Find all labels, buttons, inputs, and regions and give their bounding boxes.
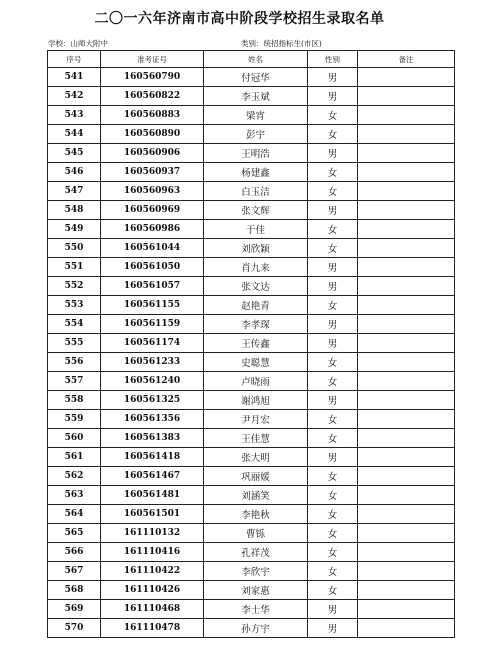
table-row [48,296,455,315]
row-note [358,581,455,600]
row-name: 李欣宇 [204,562,308,581]
row-name: 付冠华 [204,68,308,87]
row-note [358,448,455,467]
table-row [48,144,455,163]
row-name: 张大明 [204,448,308,467]
row-exam-id: 161110426 [101,581,204,600]
row-index: 554 [48,315,101,334]
table-row [48,619,455,638]
row-exam-id: 161110132 [101,524,204,543]
row-index: 546 [48,163,101,182]
row-name: 孔祥茂 [204,543,308,562]
row-exam-id: 160561481 [101,486,204,505]
column-header-exam-id: 准考证号 [101,51,204,68]
row-name: 杨建鑫 [204,163,308,182]
row-index: 549 [48,220,101,239]
row-gender: 女 [308,543,358,562]
row-exam-id: 160560822 [101,87,204,106]
row-gender: 女 [308,505,358,524]
row-index: 565 [48,524,101,543]
row-note [358,334,455,353]
table-row [48,201,455,220]
row-note [358,372,455,391]
row-note [358,391,455,410]
table-row [48,87,455,106]
row-name: 李孝琛 [204,315,308,334]
row-index: 567 [48,562,101,581]
row-name: 王明浩 [204,144,308,163]
row-index: 542 [48,87,101,106]
row-index: 550 [48,239,101,258]
row-index: 552 [48,277,101,296]
row-gender: 女 [308,429,358,448]
row-exam-id: 160561240 [101,372,204,391]
row-name: 肖九来 [204,258,308,277]
row-index: 545 [48,144,101,163]
table-row [48,353,455,372]
row-exam-id: 160561467 [101,467,204,486]
row-gender: 男 [308,201,358,220]
row-gender: 女 [308,467,358,486]
row-index: 563 [48,486,101,505]
table-row [48,239,455,258]
column-header-index: 序号 [48,51,101,68]
school-label: 学校：山师大附中 [48,39,108,48]
row-gender: 女 [308,239,358,258]
column-header-gender: 性别 [308,51,358,68]
row-note [358,277,455,296]
row-note [358,505,455,524]
row-gender: 女 [308,581,358,600]
admission-table [47,50,455,638]
table-row [48,163,455,182]
row-note [358,125,455,144]
row-gender: 女 [308,524,358,543]
table-row [48,600,455,619]
page-title: 二〇一六年济南市高中阶段学校招生录取名单 [94,11,385,27]
table-row [48,258,455,277]
row-exam-id: 160560906 [101,144,204,163]
meta-line [48,38,448,49]
row-exam-id: 160561155 [101,296,204,315]
row-index: 551 [48,258,101,277]
row-gender: 女 [308,182,358,201]
row-name: 孙方宇 [204,619,308,638]
row-index: 556 [48,353,101,372]
row-name: 曹铄 [204,524,308,543]
row-exam-id: 160561383 [101,429,204,448]
row-note [358,315,455,334]
row-index: 555 [48,334,101,353]
row-gender: 男 [308,600,358,619]
row-gender: 男 [308,391,358,410]
row-index: 544 [48,125,101,144]
row-index: 557 [48,372,101,391]
row-index: 558 [48,391,101,410]
row-exam-id: 160560937 [101,163,204,182]
row-name: 李艳秋 [204,505,308,524]
row-exam-id: 160560969 [101,201,204,220]
row-gender: 男 [308,144,358,163]
table-row [48,486,455,505]
row-note [358,68,455,87]
row-gender: 女 [308,486,358,505]
row-gender: 女 [308,562,358,581]
row-name: 王传鑫 [204,334,308,353]
row-name: 巩丽媛 [204,467,308,486]
table-row [48,505,455,524]
row-index: 566 [48,543,101,562]
row-gender: 女 [308,125,358,144]
table-body [48,68,455,638]
row-note [358,239,455,258]
row-note [358,467,455,486]
table-row [48,429,455,448]
row-index: 562 [48,467,101,486]
row-name: 张文达 [204,277,308,296]
row-exam-id: 161110416 [101,543,204,562]
row-name: 谢鸿旭 [204,391,308,410]
table-row [48,106,455,125]
row-gender: 女 [308,372,358,391]
row-gender: 男 [308,277,358,296]
table-row [48,277,455,296]
row-gender: 女 [308,220,358,239]
row-note [358,201,455,220]
row-name: 梁宵 [204,106,308,125]
row-gender: 女 [308,353,358,372]
category-label: 类别：统招指标生(市区) [241,39,322,48]
row-index: 547 [48,182,101,201]
row-exam-id: 161110422 [101,562,204,581]
row-gender: 男 [308,315,358,334]
row-name: 李士华 [204,600,308,619]
row-name: 刘欣颖 [204,239,308,258]
row-index: 553 [48,296,101,315]
table-row [48,125,455,144]
column-header-name: 姓名 [204,51,308,68]
row-exam-id: 160560890 [101,125,204,144]
table-row [48,467,455,486]
row-note [358,87,455,106]
row-note [358,353,455,372]
row-name: 张文辉 [204,201,308,220]
table-row [48,448,455,467]
row-note [358,619,455,638]
table-row [48,391,455,410]
row-note [358,486,455,505]
row-note [358,144,455,163]
row-note [358,600,455,619]
row-exam-id: 160560963 [101,182,204,201]
row-gender: 男 [308,87,358,106]
row-note [358,410,455,429]
row-index: 559 [48,410,101,429]
row-exam-id: 160561501 [101,505,204,524]
row-note [358,543,455,562]
row-gender: 男 [308,258,358,277]
row-note [358,182,455,201]
table-row [48,543,455,562]
table-row [48,372,455,391]
row-exam-id: 160560986 [101,220,204,239]
row-gender: 女 [308,106,358,125]
row-name: 赵艳青 [204,296,308,315]
row-note [358,106,455,125]
row-gender: 女 [308,296,358,315]
row-note [358,163,455,182]
row-exam-id: 160561418 [101,448,204,467]
row-index: 560 [48,429,101,448]
table-row [48,581,455,600]
row-index: 568 [48,581,101,600]
row-gender: 男 [308,334,358,353]
table-row [48,182,455,201]
row-exam-id: 160561044 [101,239,204,258]
row-exam-id: 160561159 [101,315,204,334]
row-exam-id: 160560883 [101,106,204,125]
row-name: 白玉洁 [204,182,308,201]
row-index: 548 [48,201,101,220]
row-exam-id: 160561356 [101,410,204,429]
row-gender: 男 [308,68,358,87]
column-header-notes: 备注 [358,51,455,68]
row-name: 李玉斌 [204,87,308,106]
row-exam-id: 160560790 [101,68,204,87]
row-exam-id: 160561050 [101,258,204,277]
row-exam-id: 161110478 [101,619,204,638]
row-name: 于佳 [204,220,308,239]
table-row [48,410,455,429]
row-name: 卢晓雨 [204,372,308,391]
row-exam-id: 160561325 [101,391,204,410]
row-exam-id: 160561057 [101,277,204,296]
table-row [48,334,455,353]
row-exam-id: 160561233 [101,353,204,372]
row-note [358,429,455,448]
row-name: 刘家惠 [204,581,308,600]
row-name: 彭宇 [204,125,308,144]
row-name: 刘涵笑 [204,486,308,505]
row-note [358,220,455,239]
row-note [358,562,455,581]
row-exam-id: 160561174 [101,334,204,353]
row-name: 尹月宏 [204,410,308,429]
row-index: 541 [48,68,101,87]
row-gender: 女 [308,410,358,429]
row-note [358,296,455,315]
row-name: 王佳慧 [204,429,308,448]
row-index: 564 [48,505,101,524]
row-exam-id: 161110468 [101,600,204,619]
row-gender: 女 [308,163,358,182]
table-row [48,524,455,543]
table-row [48,562,455,581]
row-index: 561 [48,448,101,467]
row-gender: 男 [308,448,358,467]
row-note [358,524,455,543]
table-header-row [48,51,455,68]
table-row [48,315,455,334]
row-gender: 男 [308,619,358,638]
row-index: 569 [48,600,101,619]
row-index: 543 [48,106,101,125]
row-index: 570 [48,619,101,638]
table-row [48,220,455,239]
row-note [358,258,455,277]
table-row [48,68,455,87]
row-name: 史聪慧 [204,353,308,372]
